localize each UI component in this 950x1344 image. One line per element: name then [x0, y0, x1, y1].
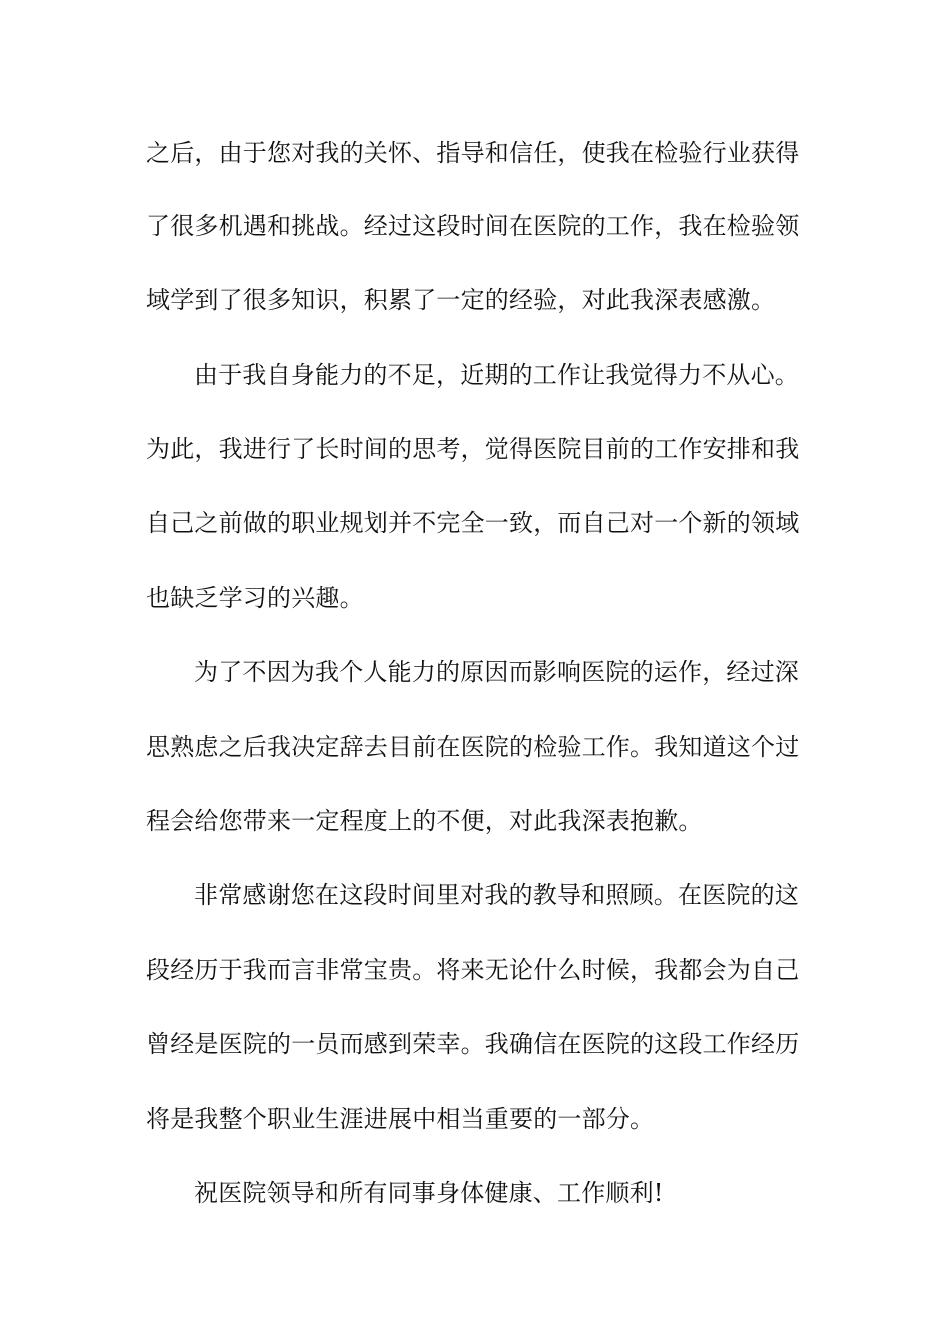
paragraph-first-line: 由于我自身能力的不足，近期的工作让我觉得力不从心。 — [194, 361, 799, 389]
text-line: 曾经是医院的一员而感到荣幸。我确信在医院的这段工作经历 — [146, 1030, 800, 1058]
paragraph-first-line: 非常感谢您在这段时间里对我的教导和照顾。在医院的这 — [194, 881, 799, 909]
text-line: 为此，我进行了长时间的思考，觉得医院目前的工作安排和我 — [146, 435, 800, 463]
text-line: 之后，由于您对我的关怀、指导和信任，使我在检验行业获得 — [146, 139, 800, 167]
text-line: 自己之前做的职业规划并不完全一致，而自己对一个新的领域 — [146, 509, 800, 537]
text-line: 域学到了很多知识，积累了一定的经验，对此我深表感激。 — [146, 286, 776, 314]
text-line: 段经历于我而言非常宝贵。将来无论什么时候，我都会为自己 — [146, 956, 800, 984]
text-line: 程会给您带来一定程度上的不便，对此我深表抱歉。 — [146, 807, 703, 835]
text-line: 了很多机遇和挑战。经过这段时间在医院的工作，我在检验领 — [146, 212, 800, 240]
closing-wish: 祝医院领导和所有同事身体健康、工作顺利! — [194, 1179, 664, 1207]
text-line: 也缺乏学习的兴趣。 — [146, 584, 364, 612]
text-line: 将是我整个职业生涯进展中相当重要的一部分。 — [146, 1105, 655, 1133]
text-line: 思熟虑之后我决定辞去目前在医院的检验工作。我知道这个过 — [146, 733, 800, 761]
paragraph-first-line: 为了不因为我个人能力的原因而影响医院的运作，经过深 — [194, 658, 799, 686]
